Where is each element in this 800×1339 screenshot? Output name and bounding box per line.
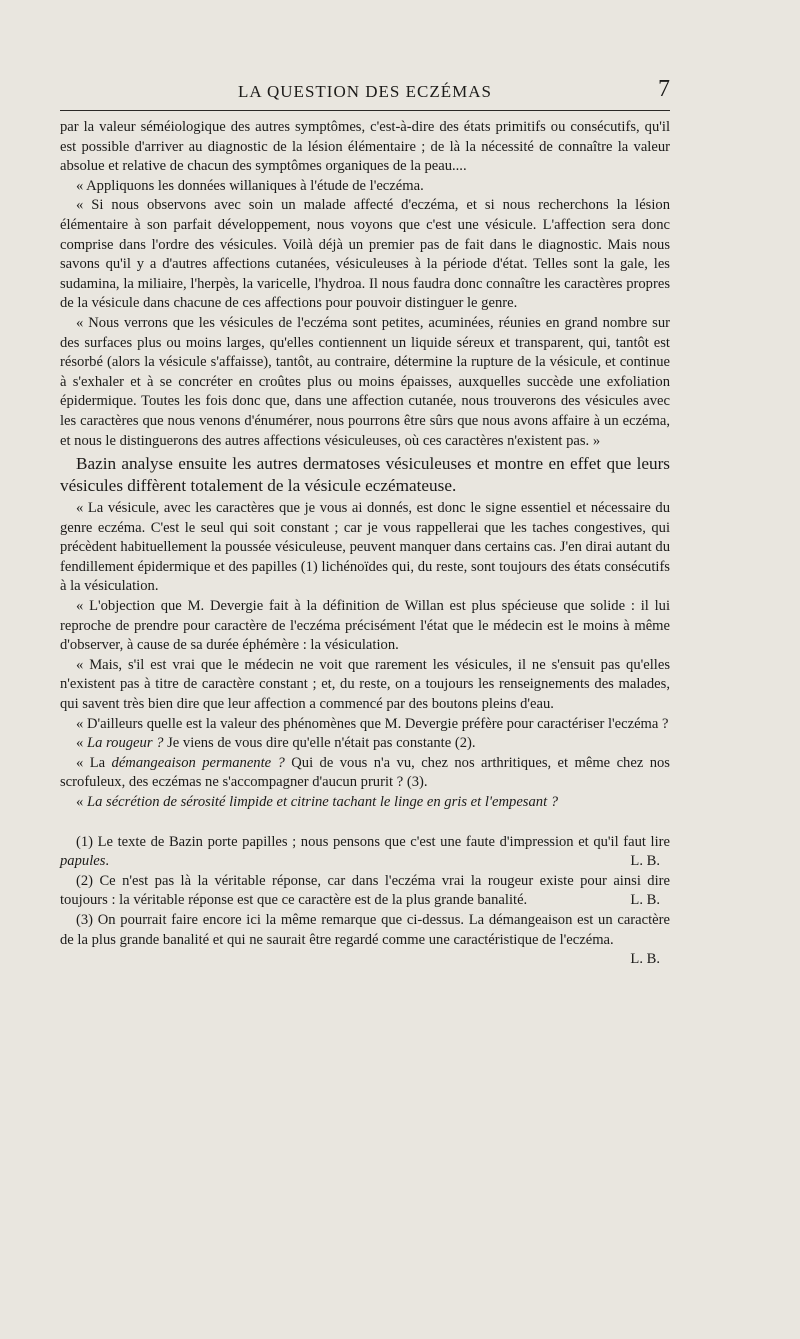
- paragraph-10: [60, 734, 670, 754]
- footnote-gap: [60, 813, 670, 833]
- paragraph-11: [60, 754, 670, 793]
- footnote-1-text: (1) Le texte de Bazin porte papilles ; nous pensons que c'est une faute d'impression et qu'il faut lire: [76, 833, 670, 850]
- paragraph-8: « Mais, s'il est vrai que le médecin ne voit que rarement les vésicules, il ne s'ensuit pas qu'elles n'existent pas à titre de caractère constant ; et, du reste, on a toujours les renseignements des malades, qui savent très bien dire que leur affection a commencé par des boutons pleins d'eau.: [60, 656, 670, 713]
- footnote-3: [60, 911, 670, 968]
- footnote-3-signature: L. B.: [630, 951, 660, 968]
- paragraph-10-quote: «: [76, 735, 87, 752]
- footnote-1-italic: papules: [60, 853, 106, 870]
- body-text: [60, 118, 670, 970]
- footnote-2-text: (2) Ce n'est pas là la véritable réponse, car dans l'eczéma vrai la rougeur existe pour ainsi dire toujours : la véritable réponse est que ce caractère est de la plus grande banalité.: [60, 872, 670, 909]
- footnotes: [60, 833, 670, 968]
- page-number: 7: [658, 76, 670, 102]
- paragraph-11-italic: démangeaison permanente ?: [111, 754, 285, 771]
- paragraph-12-italic: La sécrétion de sérosité limpide et citrine tachant le linge en gris et l'empesant ?: [86, 794, 559, 810]
- paragraph-10-italic: La rougeur ?: [86, 735, 164, 752]
- paragraph-10-rest: Je viens de vous dire qu'elle n'était pas constante (2).: [163, 735, 476, 752]
- paragraph-7: « L'objection que M. Devergie fait à la définition de Willan est plus spécieuse que solide : il lui reproche de prendre pour caractère de l'eczéma précisément l'état que le médecin est le moins à même d'observer, à cause de sa durée éphémère : la vésiculation.: [60, 598, 670, 654]
- paragraph-11-quote: « La: [76, 754, 112, 771]
- paragraph-12-quote: «: [76, 794, 87, 810]
- paragraph-11-rest: Qui de vous n'a vu, chez nos arthritiques, et même chez nos scrofuleux, des eczémas ne s'accompagner d'aucun prurit ? (3).: [60, 754, 670, 791]
- running-header: [60, 76, 670, 111]
- footnote-1-post: .: [105, 853, 110, 870]
- paragraph-9: « D'ailleurs quelle est la valeur des phénomènes que M. Devergie préfère pour caractériser l'eczéma ?: [76, 715, 669, 732]
- footnote-1-signature: L. B.: [630, 853, 660, 870]
- paragraph-5-summary: Bazin analyse ensuite les autres dermatoses vésiculeuses et montre en effet que leurs vésicules diffèrent totalement de la vésicule eczémateuse.: [60, 454, 670, 496]
- footnote-3-text: (3) On pourrait faire encore ici la même remarque que ci-dessus. La démangeaison est un caractère de la plus grande banalité et qui ne saurait être regardé comme une caractéristique de l'eczéma.: [60, 911, 670, 948]
- footnote-2-signature: L. B.: [630, 892, 660, 909]
- running-title: LA QUESTION DES ECZÉMAS: [238, 82, 492, 101]
- paragraph-12: [60, 793, 670, 813]
- footnote-1: [60, 833, 670, 872]
- footnote-2: [60, 872, 670, 911]
- paragraph-2: « Appliquons les données willaniques à l'étude de l'eczéma.: [76, 177, 424, 194]
- paragraph-4: « Nous verrons que les vésicules de l'eczéma sont petites, acuminées, réunies en grand nombre sur des surfaces plus ou moins larges, qu'elles contiennent un liquide séreux et transparent, qui, tantôt est résorbé (alors la vésicule s'affaisse), tantôt, au contraire, détermine la rupture de la vésicule, et continue à s'exhaler et à se concréter en croûtes plus ou moins épaisses, auxquelles succède une exfoliation épidermique. Toutes les fois donc que, dans une affection cutanée, nous trouverons des vésicules avec les caractères que nous venons d'énumérer, nous pourrons être sûrs que nous avons affaire à un eczéma, et nous le distinguerons des autres affections vésiculeuses, où ces caractères n'existent pas. »: [60, 314, 670, 449]
- paragraph-3: « Si nous observons avec soin un malade affecté d'eczéma, et si nous recherchons la lésion élémentaire à son parfait développement, nous voyons que c'est une vésicule. L'affection sera donc comprise dans l'ordre des vésicules. Voilà déjà un premier pas de fait dans le diagnostic. Mais nous savons qu'il y a d'autres affections cutanées, vésiculeuses à la période d'état. Telles sont la gale, les sudamina, la miliaire, l'herpès, la varicelle, l'hydroa. Il nous faudra donc connaître les caractères propres de la vésicule dans chacune de ces affections pour pouvoir distinguer le genre.: [60, 197, 670, 312]
- paragraph-6: « La vésicule, avec les caractères que je vous ai donnés, est donc le signe essentiel et nécessaire du genre eczéma. C'est le seul qui soit constant ; car je vous rappellerai que les taches congestives, qui précèdent habituellement la poussée vésiculeuse, peuvent manquer dans certains cas. J'en dirai autant du fendillement épidermique et des papilles (1) lichénoïdes qui, du reste, sont toujours des états consécutifs à la vésiculation.: [60, 500, 670, 595]
- paragraph-1: par la valeur séméiologique des autres symptômes, c'est-à-dire des états primitifs ou consécutifs, qu'il est possible d'arriver au diagnostic de la lésion élémentaire ; de là la nécessité de connaître la valeur absolue et relative de chacun des symptômes organiques de la peau....: [60, 119, 670, 175]
